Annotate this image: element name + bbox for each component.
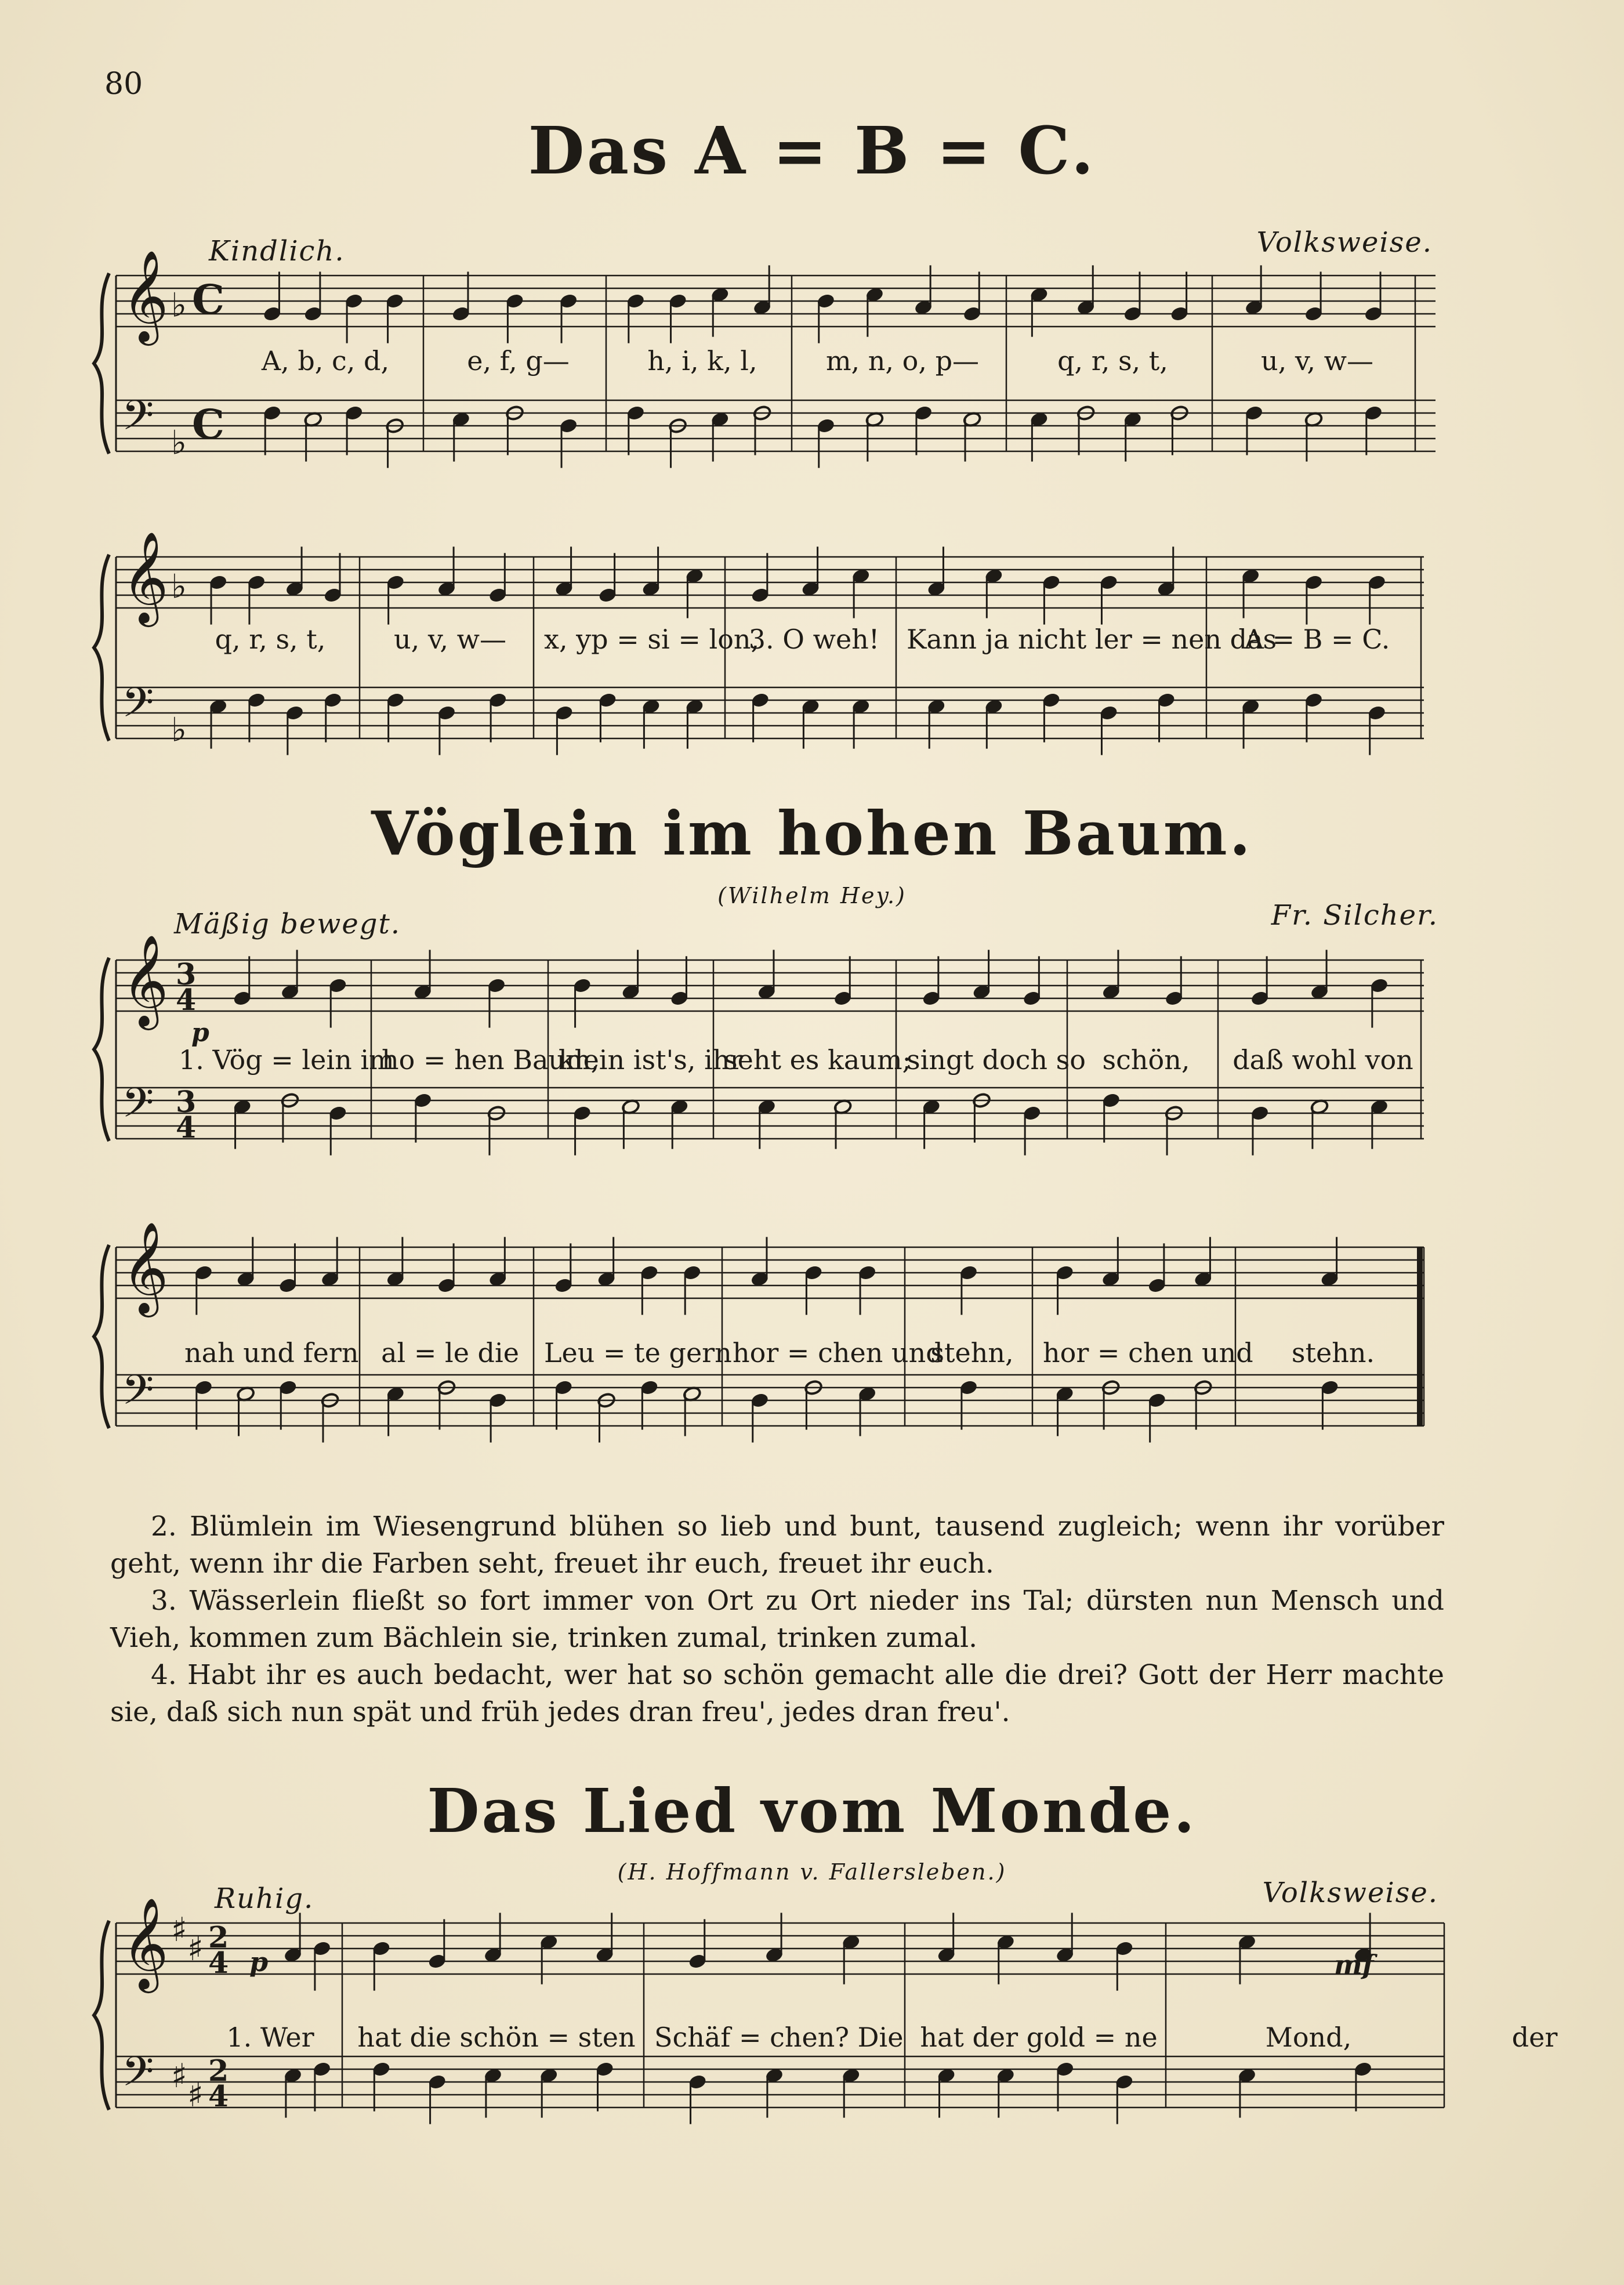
- sharp-sign: ♯: [187, 2076, 204, 2114]
- time-signature-top: 2: [208, 2052, 229, 2088]
- song-title-voeglein: Vöglein im hohen Baum.: [371, 798, 1253, 869]
- lyric-measure: q, r, s, t,: [215, 624, 326, 655]
- time-signature-bottom: 4: [208, 2078, 229, 2113]
- lyric-measure: singt doch so: [907, 1044, 1086, 1075]
- lyric-measure: seht es kaum;: [724, 1044, 912, 1075]
- bass-clef: 𝄢: [122, 1366, 154, 1424]
- lyric-measure: q, r, s, t,: [1057, 345, 1168, 376]
- composer-abc: Volksweise.: [1256, 226, 1433, 259]
- bass-clef: 𝄢: [122, 678, 154, 737]
- tempo-marking-voeglein: Mäßig bewegt.: [174, 908, 401, 940]
- dynamic-mezzoforte-mond: mf: [1334, 1949, 1374, 1980]
- lyric-measure: daß wohl von: [1232, 1044, 1413, 1075]
- flat-sign: ♭: [171, 567, 187, 606]
- lyric-measure: Leu = te gern: [544, 1337, 732, 1368]
- bass-clef: 𝄢: [122, 1078, 154, 1137]
- bass-clef: 𝄢: [122, 391, 154, 450]
- composer-voeglein: Fr. Silcher.: [1271, 899, 1438, 932]
- lyric-measure: der: [1511, 2022, 1558, 2053]
- verse-4: 4. Habt ihr es auch bedacht, wer hat so schön gemacht alle die drei? Gott der Herr machte sie, daß sich nun spät und früh jedes dran freu', jedes dran freu'.: [110, 1659, 1444, 1728]
- song-title-mond: Das Lied vom Monde.: [427, 1775, 1197, 1846]
- lyric-measure: Schäf = chen? Die: [654, 2022, 904, 2053]
- poet-mond: (H. Hoffmann v. Fallersleben.): [617, 1859, 1007, 1885]
- lyric-measure: 1. Wer: [226, 2022, 314, 2053]
- lyric-measure: e, f, g—: [467, 345, 570, 376]
- treble-clef: 𝄞: [122, 531, 169, 624]
- treble-clef: 𝄞: [122, 934, 169, 1027]
- sharp-sign: ♯: [187, 1929, 204, 1968]
- lyric-measure: schön,: [1102, 1044, 1190, 1075]
- sharp-sign: ♯: [171, 1910, 187, 1949]
- lyric-measure: hat der gold = ne: [920, 2022, 1158, 2053]
- treble-clef: 𝄞: [122, 249, 169, 342]
- lyric-measure: Mond,: [1265, 2022, 1352, 2053]
- tempo-marking-abc: Kindlich.: [209, 235, 345, 267]
- lyric-measure: A = B = C.: [1244, 624, 1390, 655]
- song-title-abc: Das A = B = C.: [528, 113, 1096, 189]
- lyric-measure: hor = chen und: [733, 1337, 943, 1368]
- time-signature-top: 2: [208, 1919, 229, 1954]
- composer-mond: Volksweise.: [1262, 1877, 1438, 1909]
- lyric-measure: hat die schön = sten: [357, 2022, 636, 2053]
- lyric-measure: 3. O weh!: [748, 624, 880, 655]
- time-signature: C: [192, 400, 225, 448]
- time-signature-bottom: 4: [176, 982, 197, 1017]
- lyric-measure: x, yp = si = lon,: [544, 624, 760, 655]
- treble-clef: 𝄞: [122, 1897, 169, 1990]
- lyric-measure: Kann ja nicht ler = nen das: [907, 624, 1277, 655]
- lyric-measure: al = le die: [381, 1337, 519, 1368]
- time-signature-top: 3: [176, 956, 197, 991]
- treble-clef: 𝄞: [122, 1221, 169, 1314]
- verse-3: 3. Wässerlein fließt so fort immer von Ort zu Ort nieder ins Tal; dürsten nun Mensch und Vieh, kommen zum Bächlein sie, trinken zumal, trinken zumal.: [110, 1585, 1444, 1654]
- dynamic-piano-mond: p: [249, 1946, 269, 1978]
- time-signature-bottom: 4: [176, 1109, 197, 1145]
- lyric-measure: 1. Vög = lein im: [179, 1044, 394, 1075]
- lyric-measure: klein ist's, ihr: [559, 1044, 743, 1075]
- flat-sign: ♭: [171, 711, 187, 749]
- lyric-measure: nah und fern: [184, 1337, 359, 1368]
- dynamic-piano-voeglein: p: [191, 1018, 209, 1048]
- lyric-measure: A, b, c, d,: [261, 345, 390, 376]
- lyric-measure: ho = hen Baum,: [382, 1044, 600, 1075]
- lyric-measure: stehn.: [1291, 1337, 1375, 1368]
- lyric-measure: u, v, w—: [1260, 345, 1374, 376]
- flat-sign: ♭: [171, 423, 187, 462]
- poet-voeglein: (Wilhelm Hey.): [717, 883, 907, 908]
- lyric-measure: hor = chen und: [1043, 1337, 1253, 1368]
- time-signature-bottom: 4: [208, 1944, 229, 1980]
- sharp-sign: ♯: [171, 2056, 187, 2095]
- lyric-measure: stehn,: [930, 1337, 1014, 1368]
- system-brace: [94, 1921, 109, 2110]
- page-number: 80: [104, 67, 143, 102]
- bass-clef: 𝄢: [122, 2047, 154, 2106]
- lyric-measure: m, n, o, p—: [825, 345, 980, 376]
- verse-2: 2. Blümlein im Wiesengrund blühen so lieb und bunt, tausend zugleich; wenn ihr vorüber geht, wenn ihr die Farben seht, freuet ihr euch, freuet ihr euch.: [110, 1511, 1444, 1580]
- time-signature-top: 3: [176, 1084, 197, 1119]
- tempo-marking-mond: Ruhig.: [215, 1882, 314, 1915]
- lyric-measure: u, v, w—: [393, 624, 507, 655]
- lyric-measure: h, i, k, l,: [647, 345, 757, 376]
- flat-sign: ♭: [171, 286, 187, 325]
- time-signature: C: [192, 276, 225, 324]
